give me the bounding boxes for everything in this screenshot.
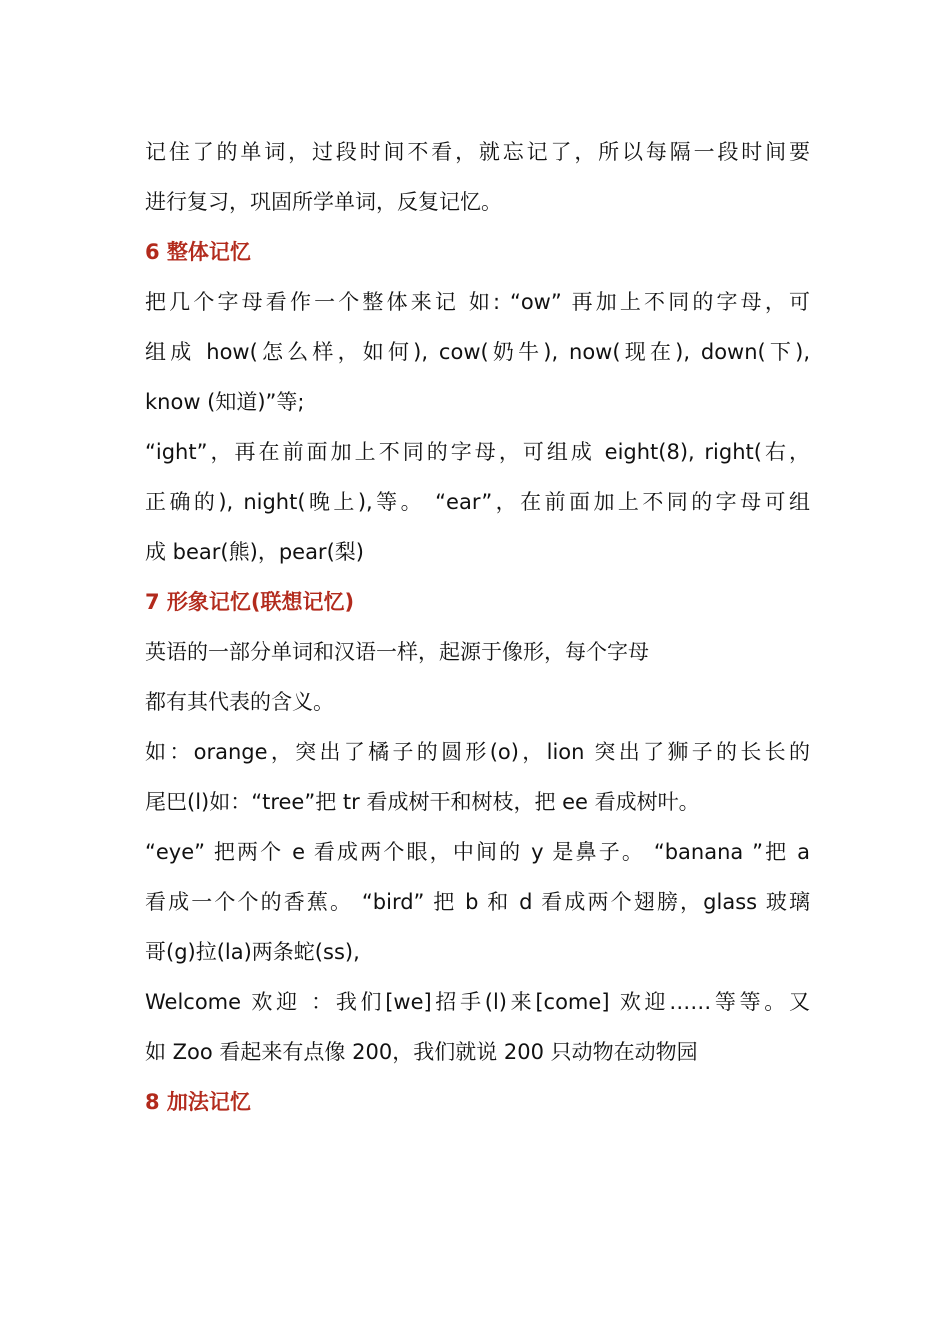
paragraph-line: Welcome 欢迎 ：我们[we]招手(l)来[come] 欢迎……等等。又 bbox=[145, 990, 810, 1014]
paragraph-line: 看成一个个的香蕉。 “bird” 把 b 和 d 看成两个翅膀，glass 玻璃 bbox=[145, 890, 810, 914]
paragraph-line: 记住了的单词，过段时间不看，就忘记了，所以每隔一段时间要 bbox=[145, 140, 810, 164]
paragraph-line: 都有其代表的含义。 bbox=[145, 690, 334, 714]
paragraph-line: 尾巴(l)如：“tree”把 tr 看成树干和树枝，把 ee 看成树叶。 bbox=[145, 790, 700, 814]
paragraph-line: “eye” 把两个 e 看成两个眼，中间的 y 是鼻子。 “banana ”把 a bbox=[145, 840, 810, 864]
paragraph-line: 正确的), night(晚上),等。 “ear”，在前面加上不同的字母可组 bbox=[145, 490, 810, 514]
paragraph-line: 如：orange，突出了橘子的圆形(o)，lion 突出了狮子的长长的 bbox=[145, 740, 810, 764]
document-body bbox=[145, 127, 810, 1127]
paragraph-line: 成 bear(熊)，pear(梨) bbox=[145, 540, 364, 564]
section-heading-8: 8 加法记忆 bbox=[145, 1090, 251, 1114]
paragraph-line: 进行复习，巩固所学单词，反复记忆。 bbox=[145, 190, 502, 214]
section-heading-7: 7 形象记忆(联想记忆) bbox=[145, 590, 355, 614]
paragraph-line: 把几个字母看作一个整体来记 如: “ow” 再加上不同的字母，可 bbox=[145, 290, 810, 314]
paragraph-line: 如 Zoo 看起来有点像 200，我们就说 200 只动物在动物园 bbox=[145, 1040, 698, 1064]
paragraph-line: 英语的一部分单词和汉语一样，起源于像形，每个字母 bbox=[145, 640, 649, 664]
paragraph-line: know (知道)”等; bbox=[145, 390, 305, 414]
paragraph-line: 哥(g)拉(la)两条蛇(ss), bbox=[145, 940, 360, 964]
paragraph-line: 组成 how(怎么样，如何), cow(奶牛), now(现在), down(下), bbox=[145, 340, 810, 364]
paragraph-line: “ight”，再在前面加上不同的字母，可组成 eight(8), right(右， bbox=[145, 440, 810, 464]
section-heading-6: 6 整体记忆 bbox=[145, 240, 251, 264]
